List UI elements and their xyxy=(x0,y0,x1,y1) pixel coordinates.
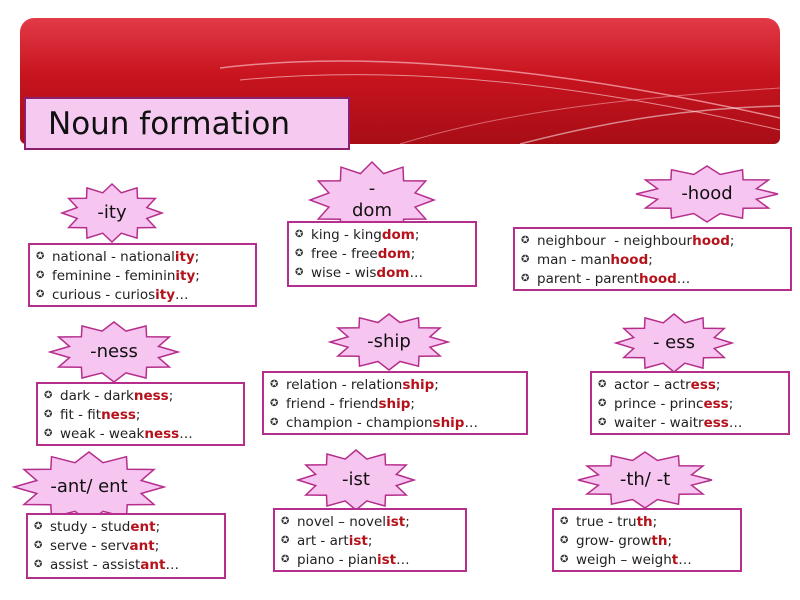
example-punctuation: ; xyxy=(410,395,415,412)
suffix-label: - ess xyxy=(652,332,696,353)
example-base-text: study - stud xyxy=(50,518,131,535)
example-suffix-highlight: hood xyxy=(610,251,649,268)
example-suffix-highlight: hood xyxy=(638,270,677,287)
example-punctuation: ; xyxy=(414,226,420,243)
star-bullet-icon: ✪ xyxy=(598,379,607,390)
example-punctuation: … xyxy=(396,551,410,568)
suffix-starburst-ant xyxy=(14,452,164,522)
examples-box-ship xyxy=(262,371,528,435)
suffix-label: -ant/ ent xyxy=(50,476,128,497)
suffix-label: -ness xyxy=(90,341,138,362)
example-suffix-highlight: ess xyxy=(703,414,729,431)
star-bullet-icon: ✪ xyxy=(598,417,607,428)
star-bullet-icon: ✪ xyxy=(270,417,279,428)
example-item xyxy=(295,225,469,244)
star-bullet-icon: ✪ xyxy=(44,428,53,439)
example-item xyxy=(521,231,784,250)
example-base-text: piano - pian xyxy=(297,551,378,568)
example-suffix-highlight: ist xyxy=(348,532,368,549)
example-punctuation: ; xyxy=(410,245,416,262)
star-bullet-icon: ✪ xyxy=(44,409,53,420)
example-punctuation: ; xyxy=(652,513,658,530)
example-punctuation: ; xyxy=(194,248,200,265)
example-suffix-highlight: t xyxy=(671,551,679,568)
example-suffix-highlight: ant xyxy=(129,537,155,554)
example-base-text: serve - serv xyxy=(50,537,130,554)
example-base-text: art - art xyxy=(297,532,349,549)
suffix-label: -ship xyxy=(367,331,411,352)
examples-box-th xyxy=(552,508,742,572)
example-item xyxy=(36,285,249,304)
example-suffix-highlight: ness xyxy=(101,406,136,423)
star-bullet-icon: ✪ xyxy=(36,289,45,300)
example-suffix-highlight: th xyxy=(636,513,653,530)
example-punctuation: ; xyxy=(648,251,653,268)
suffix-starburst-hood xyxy=(636,166,778,222)
star-bullet-icon: ✪ xyxy=(34,521,43,532)
example-base-text: champion - champion xyxy=(286,414,433,431)
star-bullet-icon: ✪ xyxy=(44,390,53,401)
example-item xyxy=(270,394,520,413)
example-item xyxy=(44,405,237,424)
example-item xyxy=(44,424,237,443)
example-punctuation: … xyxy=(464,414,478,431)
examples-box-ess xyxy=(590,371,790,435)
example-punctuation: … xyxy=(676,270,691,287)
example-punctuation: ; xyxy=(135,406,141,423)
star-bullet-icon: ✪ xyxy=(560,516,569,527)
example-suffix-highlight: ess xyxy=(690,376,716,393)
example-item xyxy=(295,244,469,263)
example-suffix-highlight: ship xyxy=(378,395,411,412)
example-punctuation: … xyxy=(409,264,423,281)
suffix-label: - dom xyxy=(352,178,392,221)
star-bullet-icon: ✪ xyxy=(598,398,607,409)
suffix-label: -ity xyxy=(97,202,127,223)
star-bullet-icon: ✪ xyxy=(295,229,304,240)
example-base-text: actor – actr xyxy=(614,376,691,393)
example-base-text: free - free xyxy=(311,245,378,262)
example-item xyxy=(36,247,249,266)
example-base-text: parent - parent xyxy=(537,270,639,287)
example-item xyxy=(44,386,237,405)
example-base-text: novel – novel xyxy=(297,513,387,530)
page-title-text: Noun formation xyxy=(48,105,290,142)
example-punctuation: ; xyxy=(434,376,439,393)
suffix-starburst-ity xyxy=(62,184,162,242)
suffix-starburst-ship xyxy=(330,314,448,370)
example-punctuation: … xyxy=(175,286,189,303)
example-item xyxy=(281,531,459,550)
example-base-text: relation - relation xyxy=(286,376,403,393)
example-punctuation: … xyxy=(165,556,179,573)
suffix-label: -ist xyxy=(342,469,370,490)
example-base-text: fit - fit xyxy=(60,406,102,423)
star-bullet-icon: ✪ xyxy=(521,254,530,265)
example-base-text: weigh – weigh xyxy=(576,551,672,568)
example-punctuation: ; xyxy=(729,232,735,249)
example-punctuation: ; xyxy=(154,537,160,554)
example-suffix-highlight: ship xyxy=(432,414,465,431)
example-item xyxy=(281,550,459,569)
star-bullet-icon: ✪ xyxy=(34,540,43,551)
suffix-label: -hood xyxy=(681,183,733,204)
example-punctuation: ; xyxy=(667,532,673,549)
example-base-text: waiter - waitr xyxy=(614,414,704,431)
star-bullet-icon: ✪ xyxy=(521,235,530,246)
star-bullet-icon: ✪ xyxy=(281,554,290,565)
example-item xyxy=(560,531,734,550)
example-suffix-highlight: ent xyxy=(130,518,156,535)
example-punctuation: ; xyxy=(155,518,161,535)
example-item xyxy=(598,413,782,432)
star-bullet-icon: ✪ xyxy=(34,559,43,570)
example-item xyxy=(560,512,734,531)
example-item xyxy=(270,413,520,432)
example-punctuation: ; xyxy=(728,395,734,412)
star-bullet-icon: ✪ xyxy=(560,554,569,565)
example-base-text: curious - curios xyxy=(52,286,156,303)
examples-box-dom xyxy=(287,221,477,287)
examples-box-hood xyxy=(513,227,792,291)
example-item xyxy=(598,375,782,394)
example-item xyxy=(281,512,459,531)
example-punctuation: ; xyxy=(195,267,200,284)
star-bullet-icon: ✪ xyxy=(270,398,279,409)
example-item xyxy=(34,555,218,574)
example-base-text: neighbour - neighbour xyxy=(537,232,693,249)
star-bullet-icon: ✪ xyxy=(560,535,569,546)
example-base-text: man - man xyxy=(537,251,611,268)
suffix-starburst-ess xyxy=(616,314,732,372)
example-base-text: dark - dark xyxy=(60,387,134,404)
example-punctuation: ; xyxy=(405,513,410,530)
example-suffix-highlight: dom xyxy=(376,264,410,281)
suffix-label: -th/ -t xyxy=(619,469,671,490)
page-title xyxy=(24,97,350,150)
example-item xyxy=(34,517,218,536)
example-punctuation: ; xyxy=(715,376,721,393)
example-suffix-highlight: dom xyxy=(381,226,415,243)
star-bullet-icon: ✪ xyxy=(36,270,45,281)
star-bullet-icon: ✪ xyxy=(281,516,290,527)
example-punctuation: … xyxy=(678,551,692,568)
example-base-text: friend - friend xyxy=(286,395,379,412)
star-bullet-icon: ✪ xyxy=(270,379,279,390)
example-base-text: feminine - feminin xyxy=(52,267,176,284)
star-bullet-icon: ✪ xyxy=(295,248,304,259)
example-punctuation: … xyxy=(728,414,743,431)
example-item xyxy=(598,394,782,413)
example-base-text: true - tru xyxy=(576,513,637,530)
example-item xyxy=(560,550,734,569)
example-suffix-highlight: ity xyxy=(174,248,195,265)
examples-box-ist xyxy=(273,508,467,572)
example-suffix-highlight: ness xyxy=(144,425,180,442)
example-item xyxy=(270,375,520,394)
examples-box-ant xyxy=(26,513,226,579)
example-suffix-highlight: ess xyxy=(703,395,729,412)
example-suffix-highlight: hood xyxy=(692,232,730,249)
example-base-text: king - king xyxy=(311,226,382,243)
examples-box-ity xyxy=(28,243,257,307)
suffix-starburst-ness xyxy=(50,322,178,382)
example-suffix-highlight: ist xyxy=(386,513,406,530)
star-bullet-icon: ✪ xyxy=(36,251,45,262)
example-item xyxy=(521,269,784,288)
example-base-text: national - national xyxy=(52,248,175,265)
example-item xyxy=(36,266,249,285)
example-base-text: wise - wis xyxy=(311,264,377,281)
example-punctuation: ; xyxy=(168,387,174,404)
example-suffix-highlight: ant xyxy=(140,556,166,573)
examples-box-ness xyxy=(36,382,245,446)
example-suffix-highlight: ity xyxy=(175,267,196,284)
example-punctuation: ; xyxy=(367,532,373,549)
example-base-text: weak - weak xyxy=(60,425,145,442)
suffix-starburst-ist xyxy=(298,450,414,510)
example-suffix-highlight: ness xyxy=(133,387,169,404)
example-suffix-highlight: ist xyxy=(377,551,397,568)
example-item xyxy=(295,263,469,282)
example-base-text: prince - princ xyxy=(614,395,704,412)
suffix-starburst-th xyxy=(578,452,712,508)
example-suffix-highlight: th xyxy=(651,532,668,549)
example-suffix-highlight: ity xyxy=(155,286,176,303)
example-suffix-highlight: ship xyxy=(402,376,435,393)
example-item xyxy=(34,536,218,555)
example-base-text: grow- grow xyxy=(576,532,652,549)
example-item xyxy=(521,250,784,269)
star-bullet-icon: ✪ xyxy=(281,535,290,546)
star-bullet-icon: ✪ xyxy=(521,273,530,284)
example-base-text: assist - assist xyxy=(50,556,141,573)
example-punctuation: … xyxy=(179,425,193,442)
example-suffix-highlight: dom xyxy=(377,245,411,262)
star-bullet-icon: ✪ xyxy=(295,267,304,278)
